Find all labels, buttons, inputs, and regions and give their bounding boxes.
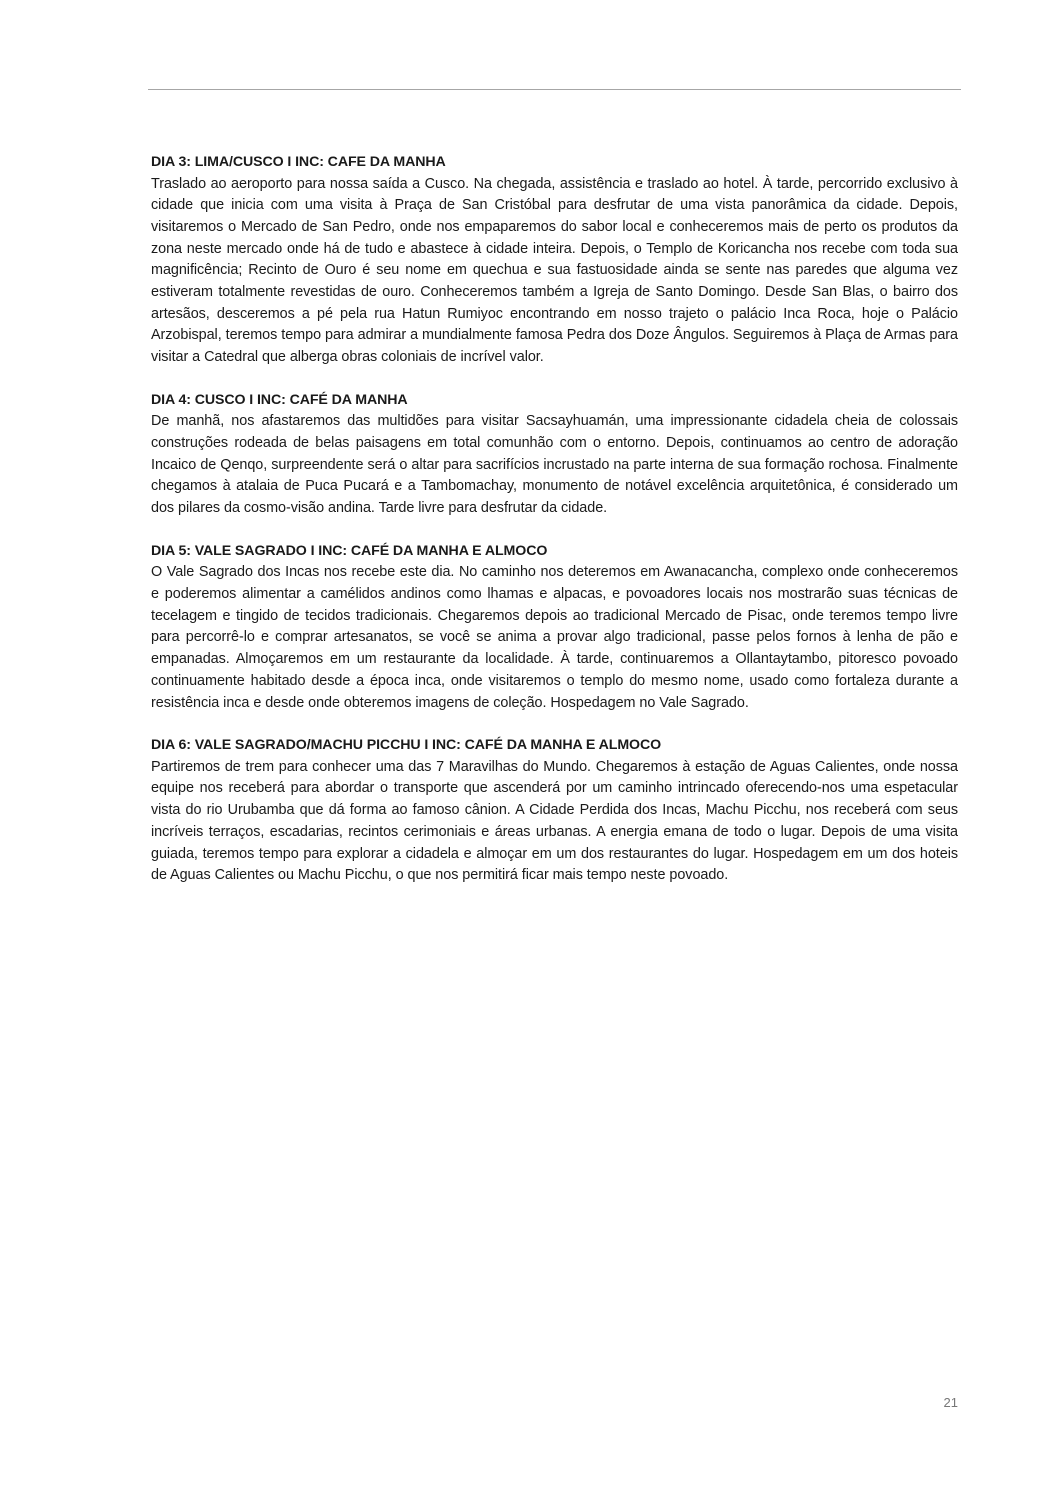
header-divider — [148, 89, 961, 90]
day-3-title: DIA 3: LIMA/CUSCO I INC: CAFE DA MANHA — [151, 154, 446, 170]
day-4-section — [151, 390, 958, 520]
day-5-section — [151, 541, 958, 714]
itinerary-content — [151, 152, 958, 908]
day-6-section — [151, 735, 958, 887]
page-number: 21 — [943, 1395, 958, 1410]
day-6-description: Partiremos de trem para conhecer uma das 7 Maravilhas do Mundo. Chegaremos à estação de Aguas Calientes, onde nossa equipe nos receberá para abordar o transporte que ascenderá por um caminho intrincado oferecendo-nos uma espetacular vista do rio Urubamba que dá forma ao famoso cânion. A Cidade Perdida dos Incas, Machu Picchu, nos receberá com seus incríveis terraços, escadarias, recintos cerimoniais e áreas urbanas. A energia emana de todo o lugar. Depois de uma visita guiada, teremos tempo para explorar a cidadela e almoçar em um dos restaurantes do lugar. Hospedagem em um dos hoteis de Aguas Calientes ou Machu Picchu, o que nos permitirá ficar mais tempo neste povoado. — [151, 758, 958, 884]
day-6-title: DIA 6: VALE SAGRADO/MACHU PICCHU I INC: CAFÉ DA MANHA E ALMOCO — [151, 737, 662, 754]
day-4-description: De manhã, nos afastaremos das multidões para visitar Sacsayhuamán, uma impressionante cidadela cheia de colossais construções rodeada de belas paisagens em total comunhão com o entorno. Depois, continuamos ao centro de adoração Incaico de Qenqo, surpreendente será o altar para sacrifícios incrustado na parte interna de sua formação rochosa. Finalmente chegamos à atalaia de Puca Pucará e a Tambomachay, monumento de notável excelência arquitetônica, é considerado um dos pilares da cosmo-visão andina. Tarde livre para desfrutar da cidade. — [151, 413, 958, 517]
day-3-description: Traslado ao aeroporto para nossa saída a Cusco. Na chegada, assistência e traslado ao hotel. À tarde, percorrido exclusivo à cidade que inicia com uma visita à Praça de San Cristóbal para desfrutar de uma vista panorâmica da cidade. Depois, visitaremos o Mercado de San Pedro, onde nos empaparemos do sabor local e conheceremos mais de perto os produtos da zona neste mercado onde há de tudo e abastece à cidade inteira. Depois, o Templo de Koricancha nos recebe com toda sua magnificência; Recinto de Ouro é seu nome em quechua e sua fastuosidade ainda se sente nas paredes que alguma vez estiveram totalmente revestidas de ouro. Conheceremos também a Igreja de Santo Domingo. Desde San Blas, o bairro dos artesãos, desceremos a pé pela rua Hatun Rumiyoc encontrando em nosso trajeto o palácio Inca Roca, hoje o Palácio Arzobispal, teremos tempo para admirar a mundialmente famosa Pedra dos Doze Ângulos. Seguiremos à Plaça de Armas para visitar a Catedral que alberga obras coloniais de incrível valor. — [151, 175, 958, 366]
day-4-title: DIA 4: CUSCO I INC: CAFÉ DA MANHA — [151, 391, 408, 408]
day-3-section — [151, 152, 958, 369]
day-5-description: O Vale Sagrado dos Incas nos recebe este dia. No caminho nos deteremos em Awanacancha, complexo onde conheceremos e poderemos alimentar a camélidos andinos como lhamas e alpacas, e povoadores locais nos mostrarão suas técnicas de tecelagem e tingido de tecidos tradicionais. Chegaremos depois ao tradicional Mercado de Pisac, onde teremos tempo livre para percorrê-lo e comprar artesanatos, se você se anima a provar algo tradicional, passe pelos fornos à lenha de pão e empanadas. Almoçaremos em um restaurante da localidade. À tarde, continuaremos a Ollantaytambo, pitoresco povoado continuamente habitado desde a época inca, onde visitaremos o templo do mesmo nome, usado como fortaleza durante a resistência inca e desde onde obteremos imagens de coleção. Hospedagem no Vale Sagrado. — [151, 564, 958, 711]
day-5-title: DIA 5: VALE SAGRADO I INC: CAFÉ DA MANHA E ALMOCO — [151, 542, 548, 559]
